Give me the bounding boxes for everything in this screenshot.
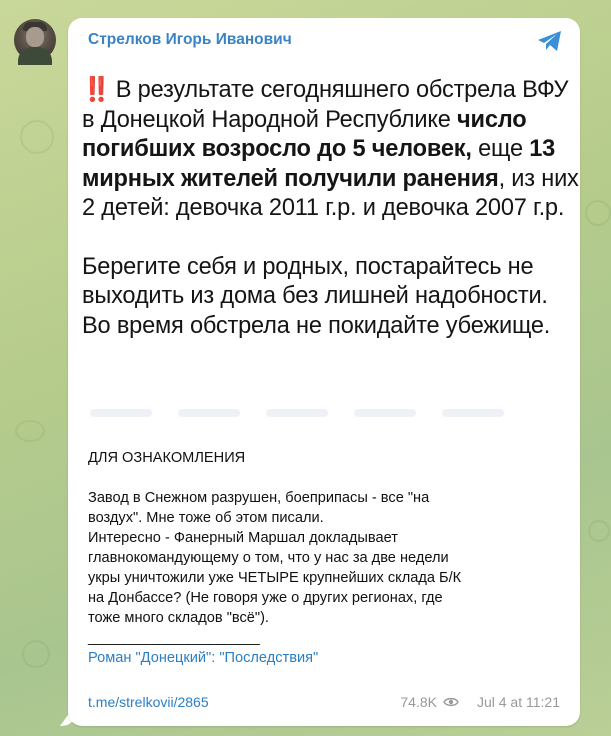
message-date: Jul 4 at 11:21 [476, 694, 560, 710]
post-url-link[interactable]: t.me/strelkovii/2865 [88, 694, 209, 710]
post-link[interactable]: Роман "Донецкий": "Последствия" [88, 650, 319, 666]
message-footer [88, 694, 560, 714]
post-line: Интересно - Фанерный Маршал докладывает [88, 530, 398, 546]
photo-text-span: , из них 2 детей: девочка 2011 г.р. и девочка 2007 г.р. [82, 165, 579, 221]
post-line: Завод в Снежном разрушен, боеприпасы - все "на [88, 490, 430, 506]
photo-text-span: еще [471, 136, 530, 162]
photo-paragraph-1 [82, 76, 582, 224]
views-count: 74.8K [400, 694, 437, 710]
photo-text-bold: число погибших возросло до 5 человек, [82, 106, 527, 162]
post-line: воздух". Мне тоже об этом писали. [88, 510, 324, 526]
photo-text-span: В результате сегодняшнего обстрела ВФУ в Донецкой Народной Республике [82, 77, 569, 133]
channel-name[interactable]: Стрелков Игорь Иванович [88, 31, 292, 48]
post-line: главнокомандующему о том, что у нас за две недели [88, 550, 449, 566]
channel-avatar[interactable] [14, 19, 56, 61]
message-bubble [68, 18, 580, 726]
separator: ________________________ [88, 630, 259, 646]
post-line: укры уничтожили уже ЧЕТЫРЕ крупнейших склада Б/К [88, 570, 462, 586]
post-line: тоже много складов "всё"). [88, 610, 269, 626]
faint-strip [82, 409, 566, 419]
share-icon[interactable] [536, 29, 564, 53]
eye-icon [443, 696, 459, 708]
message-text [88, 448, 558, 668]
photo-text-bold: 13 мирных жителей получили ранения [82, 136, 556, 192]
post-heading: ДЛЯ ОЗНАКОМЛЕНИЯ [88, 450, 246, 466]
post-line: на Донбассе? (Не говоря уже о других регионах, где [88, 590, 443, 606]
double-exclamation-icon: ‼️ [82, 77, 110, 103]
message-photo[interactable] [82, 68, 579, 432]
photo-text [82, 76, 582, 341]
message-meta [400, 694, 560, 710]
photo-paragraph-2: Берегите себя и родных, постарайтесь не выходить из дома без лишней надобности. Во время обстрела не покидайте убежище. [82, 253, 551, 339]
